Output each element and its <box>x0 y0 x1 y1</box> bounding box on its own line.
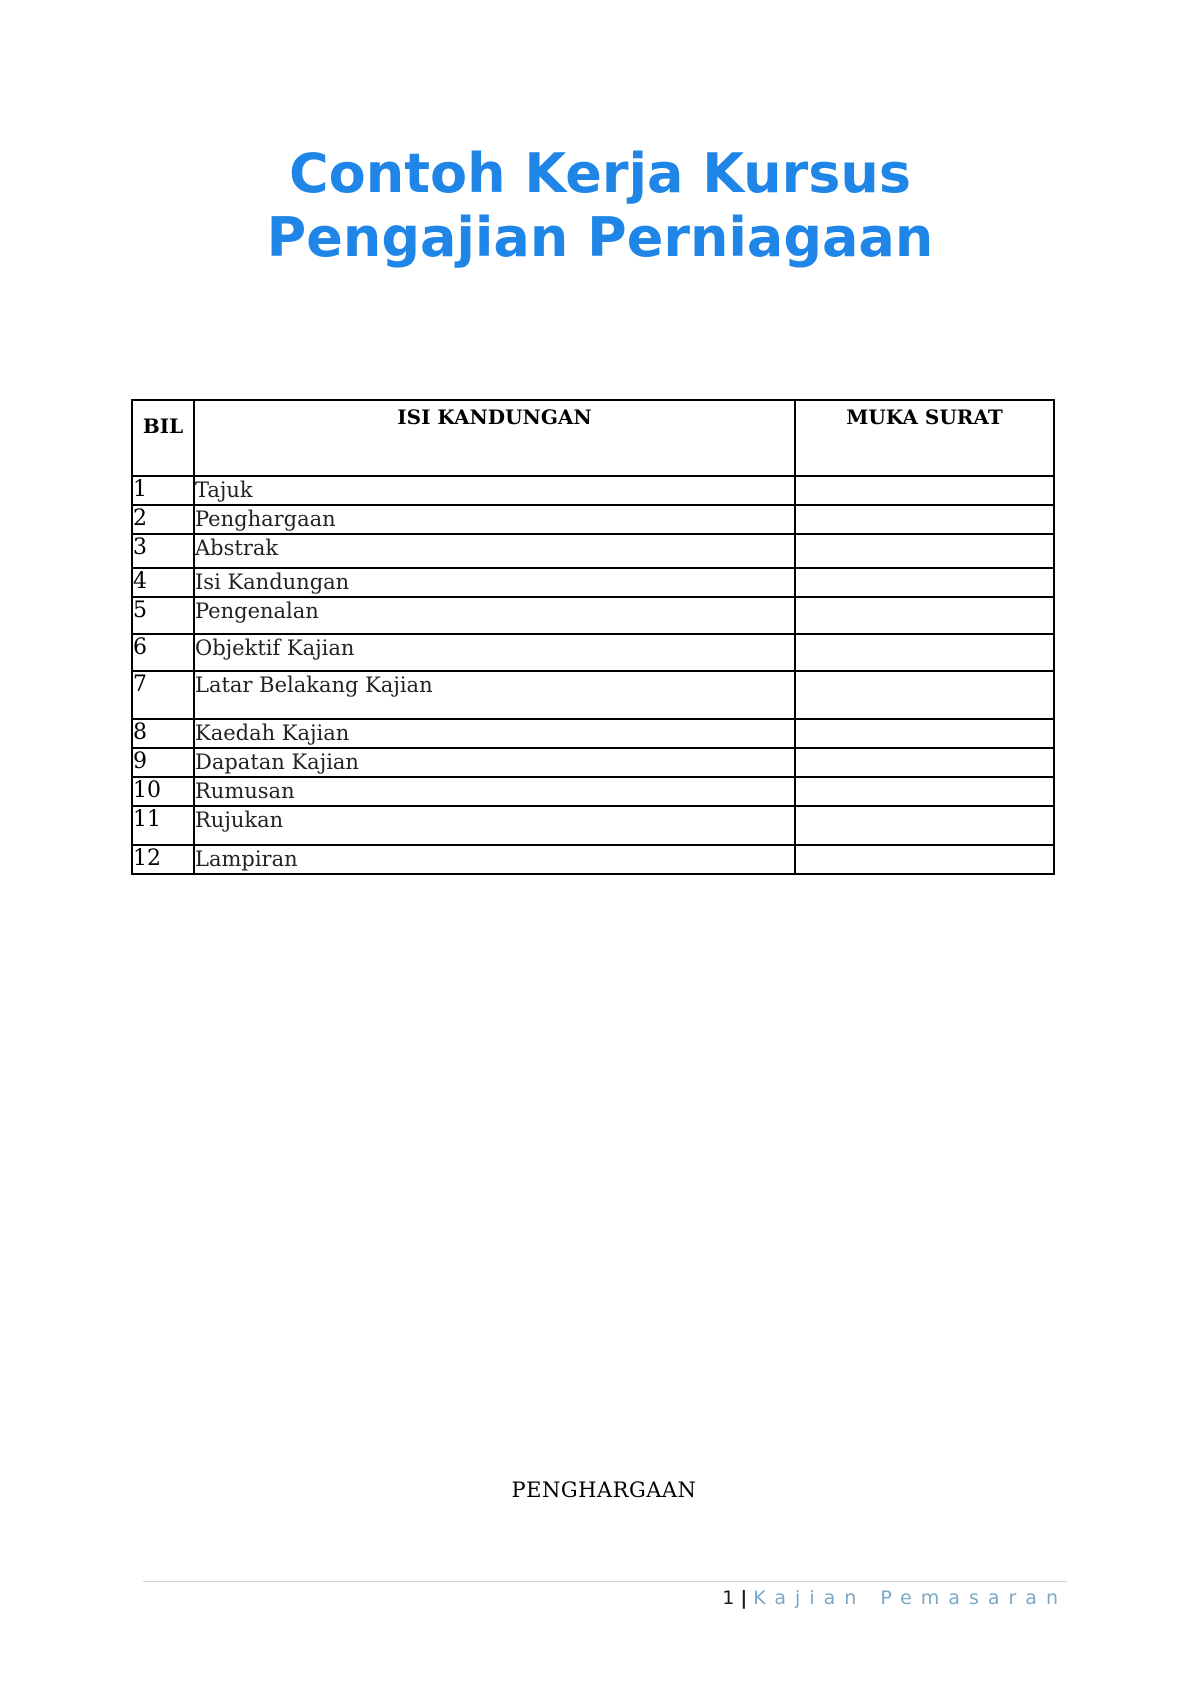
row-page <box>795 845 1054 874</box>
row-page <box>795 671 1054 719</box>
table-row <box>132 505 1054 534</box>
row-label: Objektif Kajian <box>194 634 795 671</box>
table-row <box>132 748 1054 777</box>
row-page <box>795 476 1054 505</box>
row-number: 8 <box>132 719 194 748</box>
table-row <box>132 534 1054 568</box>
row-page <box>795 748 1054 777</box>
row-number: 7 <box>132 671 194 719</box>
row-page <box>795 719 1054 748</box>
row-page <box>795 634 1054 671</box>
row-label: Latar Belakang Kajian <box>194 671 795 719</box>
row-label: Penghargaan <box>194 505 795 534</box>
row-label: Dapatan Kajian <box>194 748 795 777</box>
row-label: Pengenalan <box>194 597 795 634</box>
row-number: 9 <box>132 748 194 777</box>
row-number: 1 <box>132 476 194 505</box>
row-page <box>795 597 1054 634</box>
row-number: 6 <box>132 634 194 671</box>
table-row <box>132 777 1054 806</box>
page-number: 1 <box>722 1587 735 1609</box>
row-number: 11 <box>132 806 194 845</box>
header-isi-kandungan: ISI KANDUNGAN <box>194 400 795 476</box>
row-number: 10 <box>132 777 194 806</box>
row-label: Rujukan <box>194 806 795 845</box>
row-label: Rumusan <box>194 777 795 806</box>
page-footer <box>722 1587 1067 1609</box>
title-line-1: Contoh Kerja Kursus <box>289 142 911 205</box>
table-of-contents <box>131 399 1055 875</box>
table-row <box>132 845 1054 874</box>
table-row <box>132 597 1054 634</box>
row-label: Tajuk <box>194 476 795 505</box>
row-number: 4 <box>132 568 194 597</box>
row-label: Isi Kandungan <box>194 568 795 597</box>
table-row <box>132 719 1054 748</box>
row-number: 12 <box>132 845 194 874</box>
row-label: Kaedah Kajian <box>194 719 795 748</box>
section-heading: PENGHARGAAN <box>511 1478 697 1502</box>
table-row <box>132 568 1054 597</box>
row-label: Abstrak <box>194 534 795 568</box>
table-row <box>132 806 1054 845</box>
document-title <box>0 142 1200 270</box>
row-number: 3 <box>132 534 194 568</box>
row-page <box>795 806 1054 845</box>
row-page <box>795 777 1054 806</box>
row-page <box>795 505 1054 534</box>
table-row <box>132 671 1054 719</box>
title-line-2: Pengajian Perniagaan <box>266 206 934 269</box>
table-header-row <box>132 400 1054 476</box>
table-row <box>132 634 1054 671</box>
row-page <box>795 568 1054 597</box>
header-bil: BIL <box>132 400 194 476</box>
header-muka-surat: MUKA SURAT <box>795 400 1054 476</box>
row-label: Lampiran <box>194 845 795 874</box>
footer-document-name: Kajian Pemasaran <box>753 1587 1067 1609</box>
footer-divider <box>143 1581 1067 1582</box>
table-row <box>132 476 1054 505</box>
row-number: 5 <box>132 597 194 634</box>
row-number: 2 <box>132 505 194 534</box>
row-page <box>795 534 1054 568</box>
footer-separator: | <box>740 1587 748 1609</box>
